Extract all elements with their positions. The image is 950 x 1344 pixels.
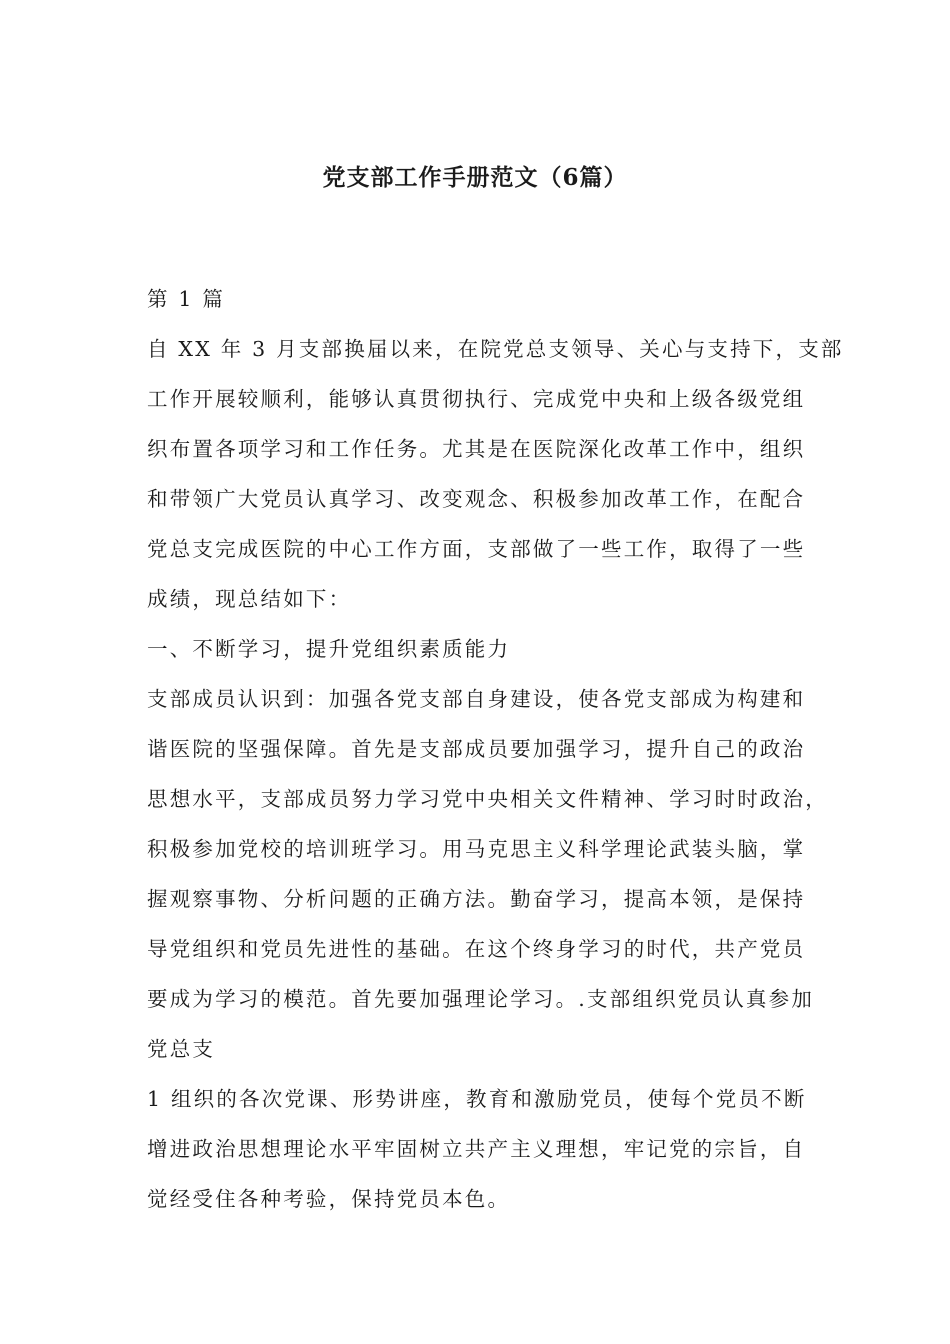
body-line: 握观察事物、分析问题的正确方法。勤奋学习，提高本领，是保持 [147, 887, 806, 911]
body-line: 织布置各项学习和工作任务。尤其是在医院深化改革工作中，组织 [147, 437, 806, 461]
body-line: 谐医院的坚强保障。首先是支部成员要加强学习，提升自己的政治 [147, 737, 806, 761]
document-title: 党支部工作手册范文（6篇） [322, 164, 628, 191]
body-line: 工作开展较顺利，能够认真贯彻执行、完成党中央和上级各级党组 [147, 387, 806, 411]
body-line: 1 组织的各次党课、形势讲座，教育和激励党员，使每个党员不断 [147, 1087, 807, 1111]
body-line: 要成为学习的模范。首先要加强理论学习。.支部组织党员认真参加 [147, 987, 815, 1011]
body-line: 增进政治思想理论水平牢固树立共产主义理想，牢记党的宗旨，自 [147, 1137, 806, 1161]
section-heading-1: 一、不断学习，提升党组织素质能力 [147, 637, 511, 661]
body-line: 导党组织和党员先进性的基础。在这个终身学习的时代，共产党员 [147, 937, 806, 961]
body-line: 积极参加党校的培训班学习。用马克思主义科学理论武装头脑，掌 [147, 837, 806, 861]
section-heading-article-1: 第 1 篇 [147, 287, 226, 311]
body-line: 支部成员认识到：加强各党支部自身建设，使各党支部成为构建和 [147, 687, 806, 711]
body-line: 觉经受住各种考验，保持党员本色。 [147, 1187, 511, 1211]
body-line: 和带领广大党员认真学习、改变观念、积极参加改革工作，在配合 [147, 487, 806, 511]
body-line: 思想水平，支部成员努力学习党中央相关文件精神、学习时时政治， [147, 787, 828, 811]
body-line: 成绩，现总结如下： [147, 587, 352, 611]
body-line: 党总支 [147, 1037, 216, 1061]
body-line: 自 XX 年 3 月支部换届以来，在院党总支领导、关心与支持下，支部 [147, 337, 844, 361]
body-line: 党总支完成医院的中心工作方面，支部做了一些工作，取得了一些 [147, 537, 806, 561]
document-body [147, 280, 844, 1230]
